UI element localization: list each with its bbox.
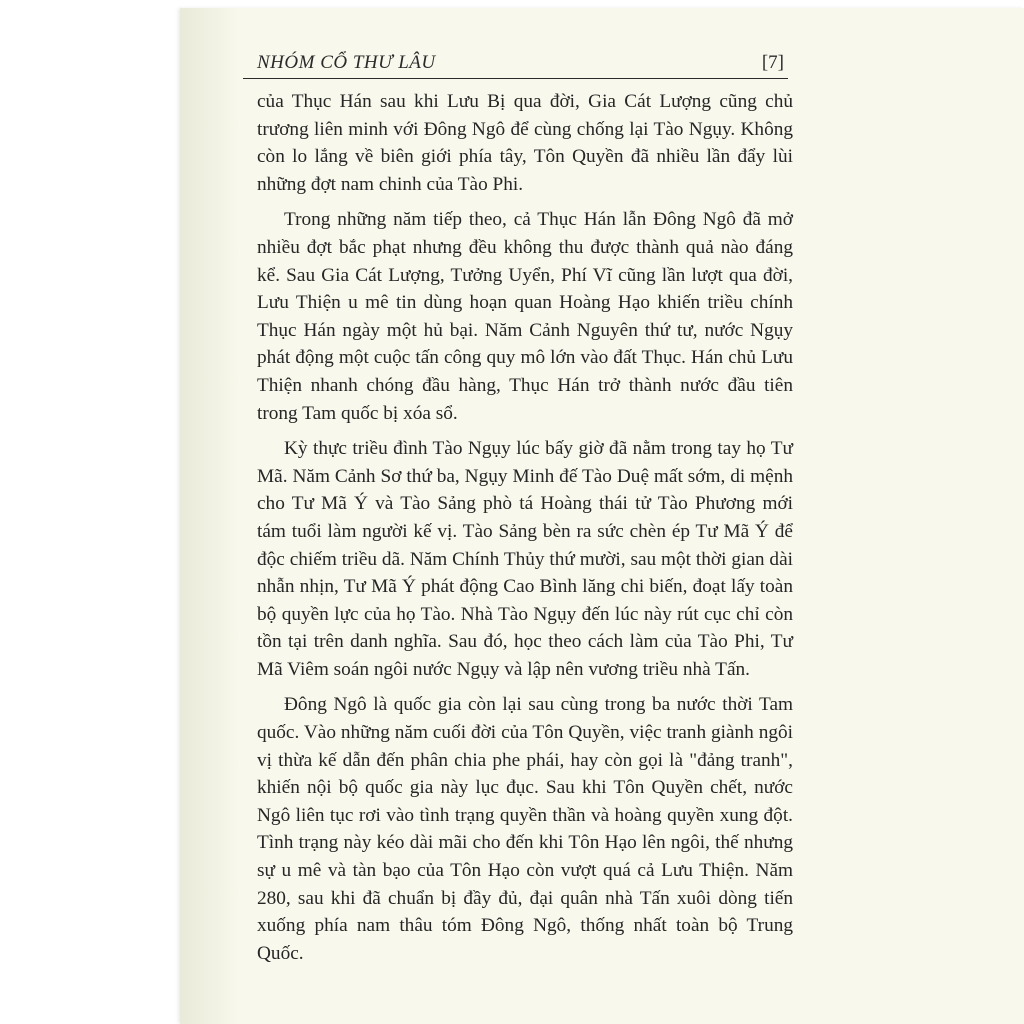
page-gutter-shadow bbox=[180, 8, 240, 1024]
paragraph-2: Trong những năm tiếp theo, cả Thục Hán lẫn Đông Ngô đã mở nhiều đợt bắc phạt nhưng đều không thu được thành quả nào đáng kể. Sau Gia Cát Lượng, Tưởng Uyển, Phí Vĩ cũng lần lượt qua đời, Lưu Thiện u mê tin dùng hoạn quan Hoàng Hạo khiến triều chính Thục Hán ngày một hủ bại. Năm Cảnh Nguyên thứ tư, nước Ngụy phát động một cuộc tấn công quy mô lớn vào đất Thục. Hán chủ Lưu Thiện nhanh chóng đầu hàng, Thục Hán trở thành nước đầu tiên trong Tam quốc bị xóa sổ. bbox=[257, 209, 793, 424]
paragraph-1: của Thục Hán sau khi Lưu Bị qua đời, Gia Cát Lượng cũng chủ trương liên minh với Đông Ngô để cùng chống lại Tào Ngụy. Không còn lo lắng về biên giới phía tây, Tôn Quyền đã nhiều lần đẩy lùi những đợt nam chinh của Tào Phi. bbox=[257, 91, 793, 195]
header-title: NHÓM CỔ THƯ LÂU bbox=[257, 52, 436, 73]
page-number: [7] bbox=[761, 52, 784, 73]
running-header bbox=[243, 52, 788, 79]
paragraph-3: Kỳ thực triều đình Tào Ngụy lúc bấy giờ đã nằm trong tay họ Tư Mã. Năm Cảnh Sơ thứ ba, Ngụy Minh đế Tào Duệ mất sớm, di mệnh cho Tư Mã Ý và Tào Sảng phò tá Hoàng thái tử Tào Phương mới tám tuổi làm người kế vị. Tào Sảng bèn ra sức chèn ép Tư Mã Ý để độc chiếm triều dã. Năm Chính Thủy thứ mười, sau một thời gian dài nhẫn nhịn, Tư Mã Ý phát động Cao Bình lăng chi biến, đoạt lấy toàn bộ quyền lực của họ Tào. Nhà Tào Ngụy đến lúc này rút cục chỉ còn tồn tại trên danh nghĩa. Sau đó, học theo cách làm của Tào Phi, Tư Mã Viêm soán ngôi nước Ngụy và lập nên vương triều nhà Tấn. bbox=[257, 438, 793, 680]
body-text bbox=[257, 88, 793, 975]
paragraph-4: Đông Ngô là quốc gia còn lại sau cùng trong ba nước thời Tam quốc. Vào những năm cuối đời của Tôn Quyền, việc tranh giành ngôi vị thừa kế dẫn đến phân chia phe phái, hay còn gọi là "đảng tranh", khiến nội bộ quốc gia này lục đục. Sau khi Tôn Quyền chết, nước Ngô liên tục rơi vào tình trạng quyền thần và hoàng quyền xung đột. Tình trạng này kéo dài mãi cho đến khi Tôn Hạo lên ngôi, thế nhưng sự u mê và tàn bạo của Tôn Hạo còn vượt quá cả Lưu Thiện. Năm 280, sau khi đã chuẩn bị đầy đủ, đại quân nhà Tấn xuôi dòng tiến xuống phía nam thâu tóm Đông Ngô, thống nhất toàn bộ Trung Quốc. bbox=[257, 694, 793, 964]
